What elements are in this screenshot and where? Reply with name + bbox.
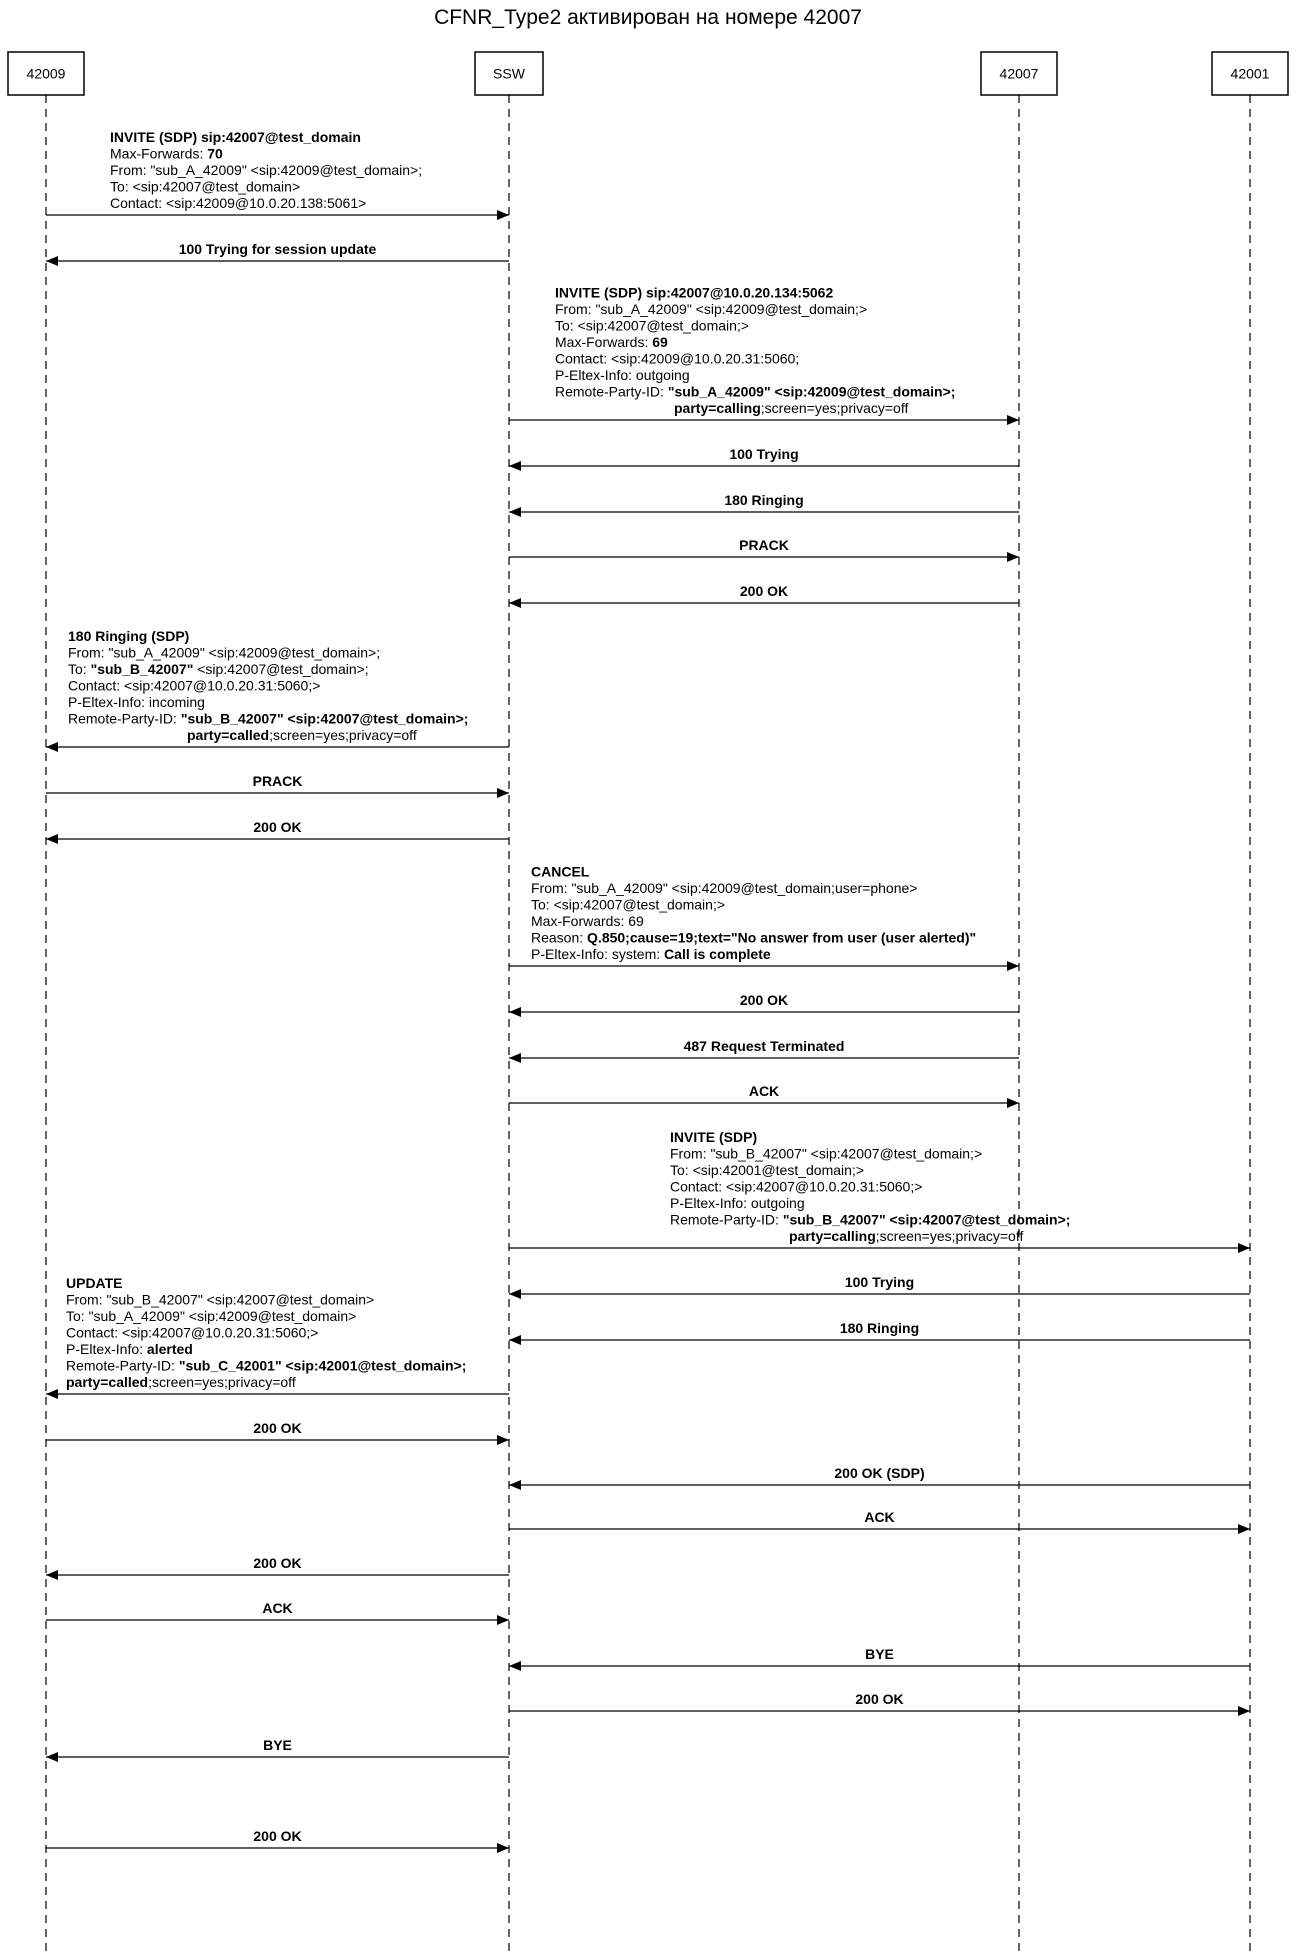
message-text-line: From: "sub_A_42009" <sip:42009@test_domain>; xyxy=(110,162,423,178)
message-text-line: 180 Ringing (SDP) xyxy=(68,628,190,644)
message-text-line: To: <sip:42007@test_domain> xyxy=(110,178,301,195)
message-20 xyxy=(509,1465,1250,1485)
message-label: 200 OK xyxy=(739,583,789,599)
message-23 xyxy=(46,1600,509,1620)
message-label: 180 Ringing xyxy=(839,1320,920,1336)
message-text-line: Max-Forwards: 69 xyxy=(555,334,668,350)
message-text-line: P-Eltex-Info: outgoing xyxy=(670,1195,805,1211)
message-text-line: party=calling;screen=yes;privacy=off xyxy=(674,400,909,416)
message-label: 200 OK xyxy=(253,1828,302,1844)
message-label: 100 Trying xyxy=(729,446,799,462)
message-21 xyxy=(509,1509,1250,1529)
message-3 xyxy=(509,285,1019,421)
message-text-line: Remote-Party-ID: "sub_B_42007" <sip:42007@test_domain>; xyxy=(670,1211,1071,1228)
message-label: 100 Trying for session update xyxy=(178,241,377,257)
message-label: 100 Trying xyxy=(844,1274,915,1290)
message-6 xyxy=(509,537,1019,557)
message-text-line: To: "sub_B_42007" <sip:42007@test_domain>; xyxy=(68,661,369,677)
message-label: 200 OK xyxy=(253,819,302,835)
message-7 xyxy=(509,583,1019,603)
message-text-line: Max-Forwards: 69 xyxy=(531,913,644,929)
message-17 xyxy=(509,1320,1250,1340)
message-text-line: party=called;screen=yes;privacy=off xyxy=(187,727,417,743)
participant-label: 42009 xyxy=(26,65,66,82)
message-label: 200 OK xyxy=(253,1555,302,1571)
message-text-line: Contact: <sip:42007@10.0.20.31:5060;> xyxy=(68,677,321,694)
message-text-line: INVITE (SDP) sip:42007@10.0.20.134:5062 xyxy=(555,284,834,301)
message-text-line: P-Eltex-Info: alerted xyxy=(66,1341,193,1357)
message-18 xyxy=(46,1275,509,1394)
message-label: PRACK xyxy=(739,537,789,553)
message-text-line: Reason: Q.850;cause=19;text="No answer from user (user alerted)" xyxy=(531,929,977,946)
participant-label: 42001 xyxy=(1230,65,1270,82)
message-text-line: To: <sip:42001@test_domain;> xyxy=(670,1162,865,1178)
message-label: 200 OK (SDP) xyxy=(834,1465,925,1481)
participant-label: SSW xyxy=(493,65,525,82)
message-text-line: Remote-Party-ID: "sub_A_42009" <sip:42009@test_domain>; xyxy=(555,383,956,400)
message-10 xyxy=(46,819,509,839)
message-label: 487 Request Terminated xyxy=(683,1038,845,1054)
message-text-line: To: <sip:42007@test_domain;> xyxy=(555,317,750,334)
participant-label: 42007 xyxy=(999,65,1039,82)
message-9 xyxy=(46,773,509,793)
message-27 xyxy=(46,1828,509,1848)
message-text-line: Contact: <sip:42007@10.0.20.31:5060;> xyxy=(66,1324,319,1341)
message-label: PRACK xyxy=(252,773,303,789)
message-text-line: Contact: <sip:42007@10.0.20.31:5060;> xyxy=(670,1178,923,1195)
message-26 xyxy=(46,1737,509,1757)
message-5 xyxy=(509,492,1019,512)
message-label: 180 Ringing xyxy=(724,492,804,508)
message-text-line: party=calling;screen=yes;privacy=off xyxy=(789,1228,1024,1244)
message-text-line: From: "sub_B_42007" <sip:42007@test_domain;> xyxy=(670,1145,983,1162)
message-14 xyxy=(509,1083,1019,1103)
message-8 xyxy=(46,628,509,747)
message-text-line: UPDATE xyxy=(66,1275,123,1291)
message-12 xyxy=(509,992,1019,1012)
message-1 xyxy=(46,129,509,215)
message-24 xyxy=(509,1646,1250,1666)
message-text-line: P-Eltex-Info: incoming xyxy=(68,694,205,710)
message-text-line: From: "sub_A_42009" <sip:42009@test_domain>; xyxy=(68,644,381,661)
message-19 xyxy=(46,1420,509,1440)
message-text-line: Remote-Party-ID: "sub_C_42001" <sip:42001@test_domain>; xyxy=(66,1357,467,1374)
message-label: 200 OK xyxy=(855,1691,904,1707)
message-text-line: Contact: <sip:42009@10.0.20.31:5060; xyxy=(555,350,800,367)
message-11 xyxy=(509,864,1019,967)
message-label: ACK xyxy=(864,1509,895,1525)
message-2 xyxy=(46,241,509,261)
message-text-line: CANCEL xyxy=(531,863,590,880)
message-text-line: P-Eltex-Info: system: Call is complete xyxy=(531,946,771,962)
message-label: ACK xyxy=(748,1083,780,1099)
message-text-line: INVITE (SDP) sip:42007@test_domain xyxy=(110,129,361,145)
diagram-title: CFNR_Type2 активирован на номере 42007 xyxy=(434,6,862,29)
message-16 xyxy=(509,1274,1250,1294)
message-text-line: From: "sub_A_42009" <sip:42009@test_domain;> xyxy=(555,301,868,317)
message-22 xyxy=(46,1555,509,1575)
message-text-line: P-Eltex-Info: outgoing xyxy=(555,367,690,383)
message-text-line: party=called;screen=yes;privacy=off xyxy=(66,1374,296,1390)
message-label: 200 OK xyxy=(739,992,789,1008)
message-label: BYE xyxy=(865,1646,894,1662)
message-label: 200 OK xyxy=(253,1420,302,1436)
message-text-line: Remote-Party-ID: "sub_B_42007" <sip:42007@test_domain>; xyxy=(68,710,469,727)
message-text-line: Contact: <sip:42009@10.0.20.138:5061> xyxy=(110,195,367,211)
message-label: ACK xyxy=(262,1600,293,1616)
message-13 xyxy=(509,1038,1019,1058)
message-15 xyxy=(509,1129,1250,1248)
message-4 xyxy=(509,446,1019,466)
message-text-line: From: "sub_B_42007" <sip:42007@test_domain> xyxy=(66,1291,375,1308)
message-label: BYE xyxy=(263,1737,292,1753)
message-text-line: Max-Forwards: 70 xyxy=(110,145,223,162)
message-text-line: From: "sub_A_42009" <sip:42009@test_domain;user=phone> xyxy=(531,880,918,896)
message-25 xyxy=(509,1691,1250,1711)
message-text-line: To: "sub_A_42009" <sip:42009@test_domain> xyxy=(66,1308,357,1324)
message-text-line: To: <sip:42007@test_domain;> xyxy=(531,896,726,913)
message-text-line: INVITE (SDP) xyxy=(670,1129,758,1145)
